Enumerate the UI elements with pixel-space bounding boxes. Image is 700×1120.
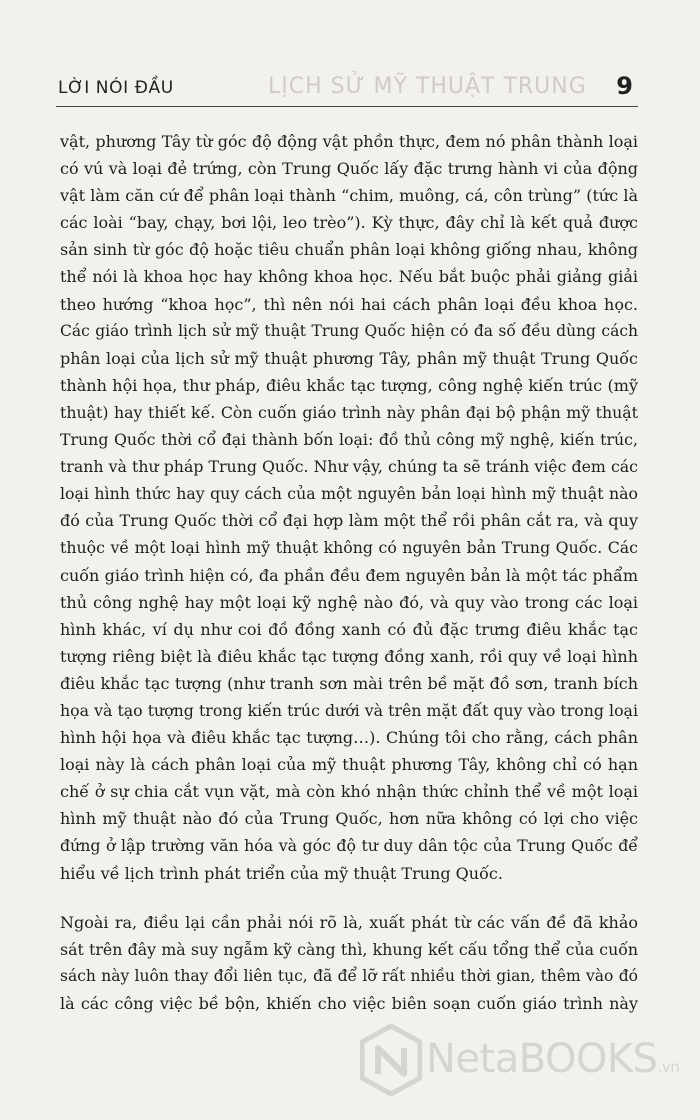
text-line: thành hội họa, thư pháp, điêu khắc tạc tượng, công nghệ kiến trúc (mỹ bbox=[60, 375, 638, 395]
paragraph-gap bbox=[60, 887, 638, 909]
text-line: họa và tạo tượng trong kiến trúc dưới và trên mặt đất quy vào trong loại bbox=[60, 700, 638, 720]
text-line: loại này là cách phân loại của mỹ thuật phương Tây, không chỉ có hạn bbox=[60, 755, 638, 775]
watermark-brand: NetaBOOKS bbox=[426, 1036, 658, 1082]
text-line: thủ công nghệ hay một loại kỹ nghệ nào đó, và quy vào trong các loại bbox=[60, 592, 638, 612]
text-line: hình khác, ví dụ như coi đồ đồng xanh có đủ đặc trưng điêu khắc tạc bbox=[60, 619, 638, 639]
text-line: sản sinh từ góc độ hoặc tiêu chuẩn phân loại không giống nhau, không bbox=[60, 240, 638, 260]
text-line: hiểu về lịch trình phát triển của mỹ thuật Trung Quốc. bbox=[60, 863, 503, 883]
header-rule bbox=[56, 106, 638, 107]
text-line: Các giáo trình lịch sử mỹ thuật Trung Quốc hiện có đa số đều dùng cách bbox=[60, 321, 638, 340]
text-line: thuật) hay thiết kế. Còn cuốn giáo trình này phân đại bộ phận mỹ thuật bbox=[60, 402, 638, 422]
body-text bbox=[60, 128, 638, 1017]
text-line: các loài “bay, chạy, bơi lội, leo trèo”). Kỳ thực, đây chỉ là kết quả được bbox=[60, 213, 638, 233]
text-line: Ngoài ra, điều lại cần phải nói rõ là, xuất phát từ các vấn đề đã khảo bbox=[60, 912, 638, 932]
text-line: tranh và thư pháp Trung Quốc. Như vậy, chúng ta sẽ tránh việc đem các bbox=[60, 457, 638, 477]
text-line: Trung Quốc thời cổ đại thành bốn loại: đồ thủ công mỹ nghệ, kiến trúc, bbox=[60, 430, 638, 450]
paragraph bbox=[60, 909, 638, 1017]
text-line: hình mỹ thuật nào đó của Trung Quốc, hơn nữa không có lợi cho việc bbox=[60, 809, 638, 829]
text-line: thể nói là khoa học hay không khoa học. Nếu bắt buộc phải giảng giải bbox=[60, 267, 638, 287]
text-line: điêu khắc tạc tượng (như tranh sơn mài trên bề mặt đồ sơn, tranh bích bbox=[60, 673, 638, 693]
page-number: 9 bbox=[616, 72, 633, 100]
running-head: LỜI NÓI ĐẦU bbox=[58, 78, 174, 98]
text-line: vật làm căn cứ để phân loại thành “chim, muông, cá, côn trùng” (tức là bbox=[60, 186, 638, 206]
text-line: tượng riêng biệt là điêu khắc tạc tượng đồng xanh, rồi quy về loại hình bbox=[60, 646, 638, 666]
text-line: cuốn giáo trình hiện có, đa phần đều đem nguyên bản là một tác phẩm bbox=[60, 565, 638, 585]
text-line: vật, phương Tây từ góc độ động vật phồn thực, đem nó phân thành loại bbox=[60, 132, 638, 151]
text-line: chế ở sự chia cắt vụn vặt, mà còn khó nhận thức chỉnh thể về một loại bbox=[60, 782, 638, 802]
text-line: loại hình thức hay quy cách của một nguyên bản loại hình mỹ thuật nào bbox=[60, 484, 638, 504]
text-line: phân loại của lịch sử mỹ thuật phương Tây, phân mỹ thuật Trung Quốc bbox=[60, 348, 638, 368]
watermark-text bbox=[426, 1036, 679, 1082]
text-line: hình hội họa và điêu khắc tạc tượng…). Chúng tôi cho rằng, cách phân bbox=[60, 728, 638, 748]
watermark-logo bbox=[360, 1022, 690, 1102]
text-line: theo hướng “khoa học”, thì nên nói hai cách phân loại đều khoa học. bbox=[60, 294, 638, 314]
watermark-suffix: .vn bbox=[657, 1058, 680, 1076]
book-logo-icon bbox=[360, 1024, 422, 1096]
text-line: sách này luôn thay đổi liên tục, đã để lỡ rất nhiều thời gian, thêm vào đó bbox=[60, 966, 638, 985]
text-line: là các công việc bề bộn, khiến cho việc biên soạn cuốn giáo trình này bbox=[60, 993, 638, 1013]
paragraph bbox=[60, 128, 638, 887]
bleed-through-title: LỊCH SỬ MỸ THUẬT TRUNG bbox=[268, 74, 587, 99]
text-line: có vú và loại đẻ trứng, còn Trung Quốc lấy đặc trưng hành vi của động bbox=[60, 159, 638, 179]
text-line: đứng ở lập trường văn hóa và góc độ tư duy dân tộc của Trung Quốc để bbox=[60, 836, 638, 856]
text-line: sát trên đây mà suy ngẫm kỹ càng thì, khung kết cấu tổng thể của cuốn bbox=[60, 939, 638, 959]
text-line: đó của Trung Quốc thời cổ đại hợp làm một thể rồi phân cắt ra, và quy bbox=[60, 511, 638, 531]
text-line: thuộc về một loại hình mỹ thuật không có nguyên bản Trung Quốc. Các bbox=[60, 538, 638, 558]
page-header bbox=[58, 74, 633, 104]
